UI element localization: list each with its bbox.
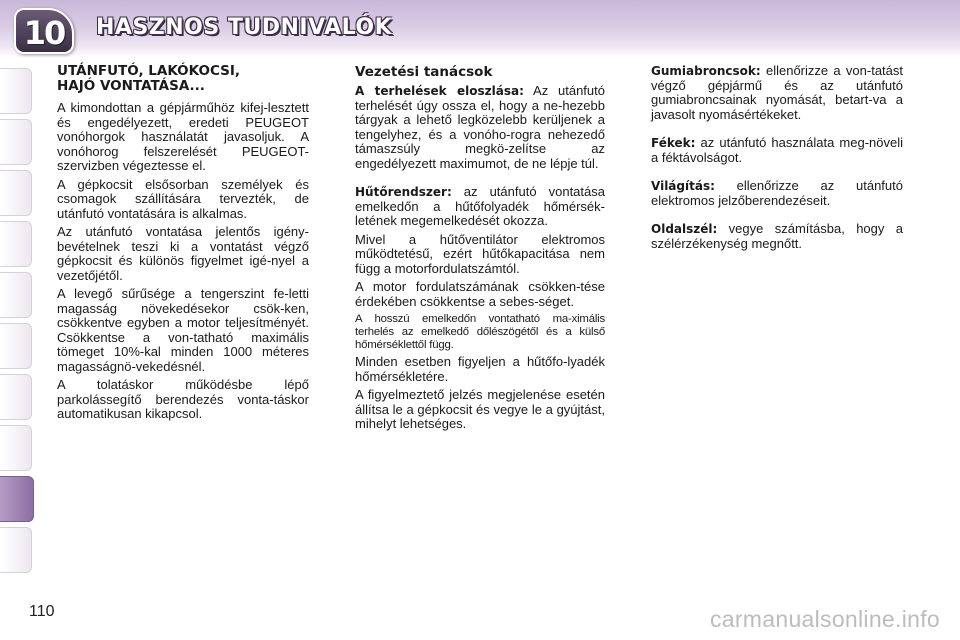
chapter-tab-7[interactable]: [0, 374, 32, 420]
small-note: A hosszú emelkedőn vontatható ma-ximális terhelés az emelkedő dőlészögétől és a külső hőmérséklettől függ.: [355, 313, 605, 351]
chapter-tab-6[interactable]: [0, 323, 32, 369]
chapter-tab-8[interactable]: [0, 425, 32, 471]
header-band: [0, 0, 960, 58]
chapter-tab-10[interactable]: [0, 527, 32, 573]
chapter-tab-3[interactable]: [0, 170, 32, 216]
paragraph-cooling-system: Hűtőrendszer: az utánfutó vontatása emelkedőn a hűtőfolyadék hőmérsék-letének megemelkedését okozza.: [355, 184, 605, 228]
paragraph: A tolatáskor működésbe lépő parkolássegítő berendezés vonta-táskor automatikusan kikapcsol.: [57, 377, 309, 421]
paragraph: A gépkocsit elsősorban személyek és csomagok szállítására tervezték, de utánfutó vontatására is alkalmas.: [57, 176, 309, 221]
page-header-title: HASZNOS TUDNIVALÓK: [96, 15, 393, 40]
chapter-badge: [14, 8, 74, 54]
paragraph: A motor fordulatszámának csökken-tése érdekében csökkentse a sebes-séget.: [355, 279, 605, 309]
paragraph: Az utánfutó vontatása jelentős igény-bevételnek teszi ki a vontatást végző gépkocsit és különös figyelmet igé-nyel a vezetőjétől.: [57, 224, 309, 283]
paragraph-tyres: Gumiabroncsok: ellenőrizze a von-tatást végző gépjármű és az utánfutó gumiabroncsainak nyomását, betart-va a javasolt nyomásértékeket.: [651, 63, 903, 122]
column-towing: [57, 64, 309, 426]
section-title-towing: UTÁNFUTÓ, LAKÓKOCSI, HAJÓ VONTATÁSA...: [57, 63, 241, 94]
paragraph: A kimondottan a gépjárműhöz kifej-lesztett és engedélyezett, eredeti PEUGEOT vonóhorgok használatát javasoljuk. A vonóhorog felszerelését PEUGEOT-szervizben végeztesse el.: [57, 100, 309, 173]
column-driving-tips: [355, 64, 605, 436]
chapter-tab-strip: [0, 58, 34, 578]
paragraph: A levegő sűrűsége a tengerszint fe-letti magasság növekedésekor csök-ken, csökkentve egyben a motor teljesítményét. Csökkentse a von-tatható maximális tömeget 10%-kal minden 1000 méteres magasságnö-vekedésnél.: [57, 286, 309, 374]
chapter-number: 10: [23, 14, 65, 52]
section-title-driving-tips: Vezetési tanácsok: [355, 64, 493, 80]
column-checks: [651, 64, 903, 265]
paragraph: Minden esetben figyeljen a hűtőfo-lyadék hőmérsékletére.: [355, 354, 605, 384]
page-number: 110: [29, 603, 55, 620]
chapter-tab-2[interactable]: [0, 119, 32, 165]
paragraph-lighting: Világítás: ellenőrizze az utánfutó elektromos jelzőberendezéseit.: [651, 178, 903, 208]
chapter-tab-4[interactable]: [0, 221, 32, 267]
chapter-tab-5[interactable]: [0, 272, 32, 318]
chapter-tab-active[interactable]: [0, 476, 34, 522]
paragraph: A figyelmeztető jelzés megjelenése esetén állítsa le a gépkocsit és vegye le a gyújtást, mihelyt lehetséges.: [355, 387, 605, 431]
paragraph-crosswind: Oldalszél: vegye számításba, hogy a szélérzékenység megnőtt.: [651, 221, 903, 251]
watermark: carmanualsonline.info: [709, 606, 940, 632]
paragraph-brakes: Fékek: az utánfutó használata meg-növeli a féktávolságot.: [651, 135, 903, 165]
paragraph-load-distribution: A terhelések eloszlása: Az utánfutó terhelését úgy ossza el, hogy a ne-hezebb tárgyak a lehető legközelebb kerüljenek a tengelyhez, és a vonóho-rogra nehezedő támaszsúly megkö-zelítse az engedélyezett maximumot, de ne lépje túl.: [355, 83, 605, 171]
paragraph: Mivel a hűtőventilátor elektromos működtetésű, ezért hűtőkapacitása nem függ a motorfordulatszámtól.: [355, 231, 605, 276]
chapter-tab-1[interactable]: [0, 68, 32, 114]
